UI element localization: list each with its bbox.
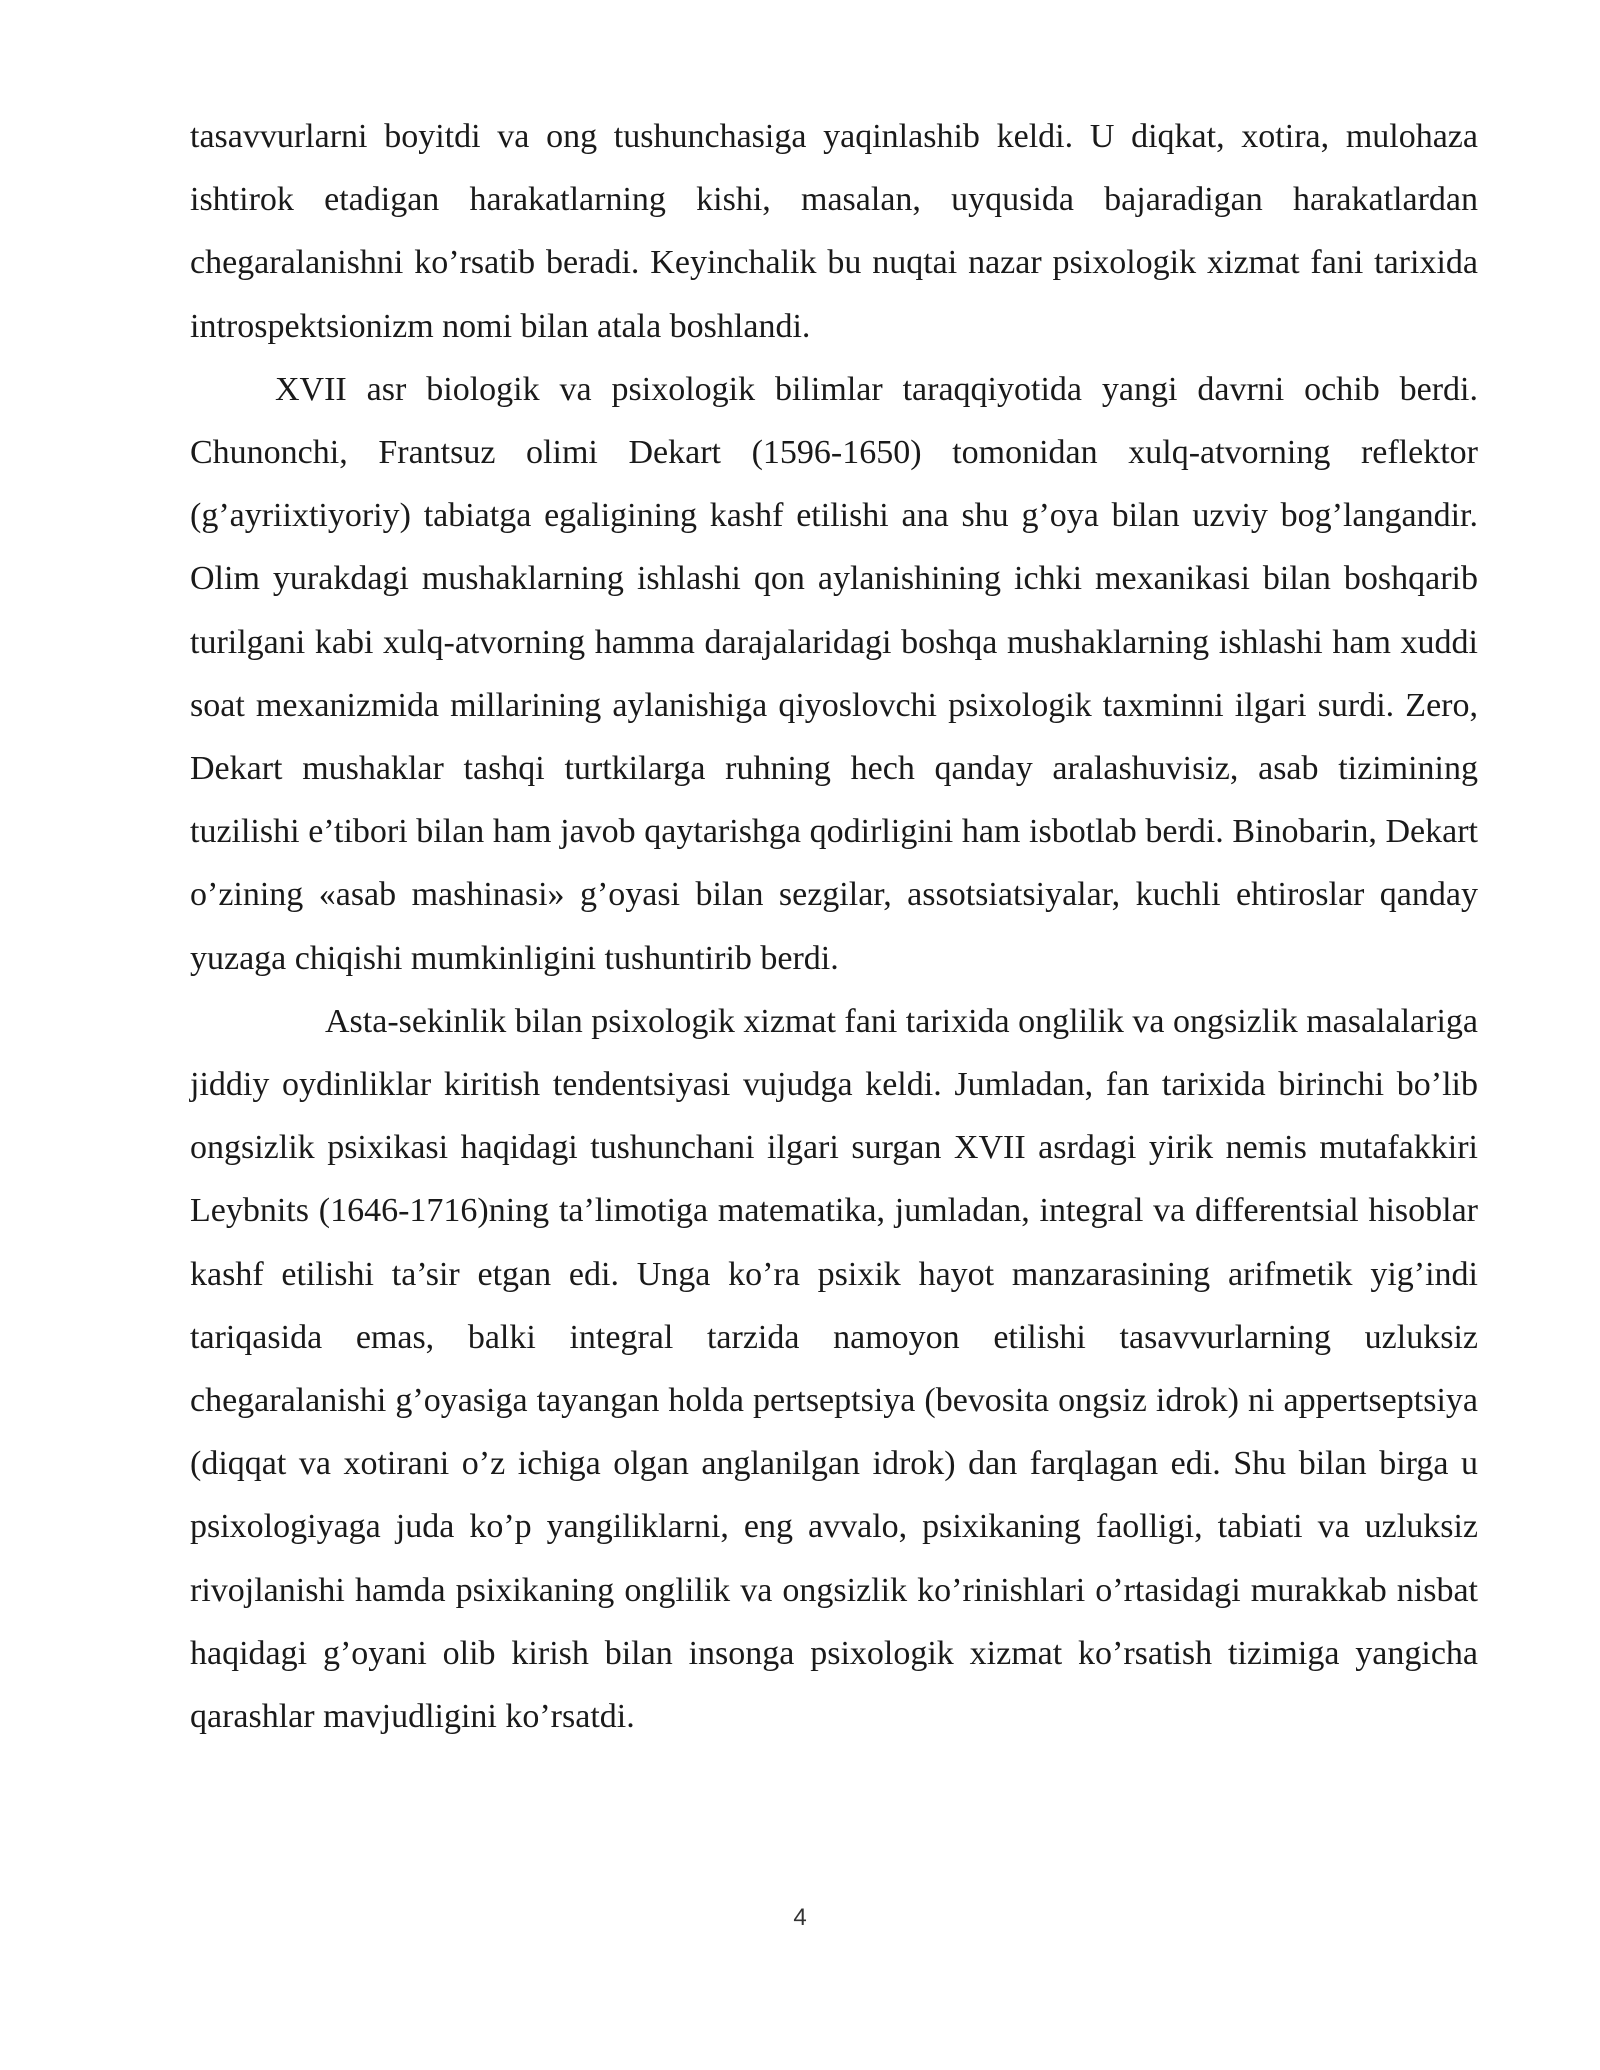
paragraph-continuation: tasavvurlarni boyitdi va ong tushunchasiga yaqinlashib keldi. U diqkat, xotira, mulohaza ishtirok etadigan harakatlarning kishi, masalan, uyqusida bajaradigan harakatlardan chegaralanishni ko’rsatib beradi. Keyinchalik bu nuqtai nazar psixologik xizmat fani tarixida introspektsionizm nomi bilan atala boshlandi. bbox=[190, 118, 1478, 345]
paragraph-leybnits: Asta-sekinlik bilan psixologik xizmat fani tarixida onglilik va ongsizlik masalalariga jiddiy oydinliklar kiritish tendentsiyasi vujudga keldi. Jumladan, fan tarixida birinchi bo’lib ongsizlik psixikasi haqidagi tushunchani ilgari surgan XVII asrdagi yirik nemis mutafakkiri Leybnits (1646-1716)ning ta’limotiga matematika, jumladan, integral va differentsial hisoblar kashf etilishi ta’sir etgan edi. Unga ko’ra psixik hayot manzarasining arifmetik yig’indi tariqasida emas, balki integral tarzida namoyon etilishi tasavvurlarning uzluksiz chegaralanishi g’oyasiga tayangan holda pertseptsiya (bevosita ongsiz idrok) ni appertseptsiya (diqqat va xotirani o’z ichiga olgan anglanilgan idrok) dan farqlagan edi. Shu bilan birga u psixologiyaga juda ko’p yangiliklarni, eng avvalo, psixikaning faolligi, tabiati va uzluksiz rivojlanishi hamda psixikaning onglilik va ongsizlik ko’rinishlari o’rtasidagi murakkab nisbat haqidagi g’oyani olib kirish bilan insonga psixologik xizmat ko’rsatish tizimiga yangicha qarashlar mavjudligini ko’rsatdi. bbox=[190, 1002, 1478, 1736]
body-text bbox=[190, 105, 1478, 1748]
page-number: 4 bbox=[793, 1904, 807, 1931]
paragraph-dekart: XVII asr biologik va psixologik bilimlar taraqqiyotida yangi davrni ochib berdi. Chunonchi, Frantsuz olimi Dekart (1596-1650) tomonidan xulq-atvorning reflektor (g’ayriixtiyoriy) tabiatga egaligining kashf etilishi ana shu g’oya bilan uzviy bog’langandir. Olim yurakdagi mushaklarning ishlashi qon aylanishining ichki mexanikasi bilan boshqarib turilgani kabi xulq-atvorning hamma darajalaridagi boshqa mushaklarning ishlashi ham xuddi soat mexanizmida millarining aylanishiga qiyoslovchi psixologik taxminni ilgari surdi. Zero, Dekart mushaklar tashqi turtkilarga ruhning hech qanday aralashuvisiz, asab tizimining tuzilishi e’tibori bilan ham javob qaytarishga qodirligini ham isbotlab berdi. Binobarin, Dekart o’zining «asab mashinasi» g’oyasi bilan sezgilar, assotsiatsiyalar, kuchli ehtiroslar qanday yuzaga chiqishi mumkinligini tushuntirib berdi. bbox=[190, 370, 1478, 977]
